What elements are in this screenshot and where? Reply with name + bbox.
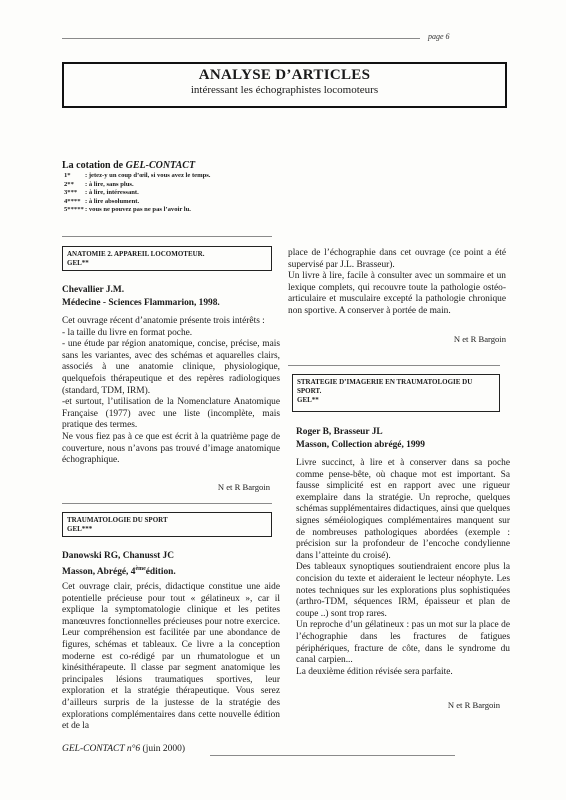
article-source bbox=[62, 563, 280, 579]
article-heading: SPORT. bbox=[297, 387, 322, 395]
footer-rule bbox=[210, 755, 455, 756]
article-strategie-signature: N et R Bargoin bbox=[447, 700, 500, 710]
rating-title-prefix: La cotation de bbox=[62, 160, 126, 171]
article-paragraph: Ne vous fiez pas à ce que est écrit à la quatrième page de couverture, nous n’avons pas trouvé d’image anatomique échographique. bbox=[62, 431, 280, 466]
article-paragraph: Un reproche d’un gélatineux : pas un mot sur la place de l’échographie dans les fractures de fatigues périphériques, fracture de côte, dans le syndrome du canal carpien... bbox=[296, 620, 510, 666]
article-strategie-reference bbox=[296, 426, 508, 451]
section-rule bbox=[62, 236, 272, 237]
article-anatomie-signature: N et R Bargoin bbox=[217, 482, 270, 492]
rating-stars: 5***** bbox=[64, 206, 84, 214]
article-paragraph: Cet ouvrage clair, précis, didactique constitue une aide potentielle précieuse pour tout « gélatineux », car il explique la symptomatologie clinique et les petites manœuvres fonctionnelles précieuses pour notre exercice. Leur compréhension est facilitée par une abondance de figures, schémas et tableaux. Ce livre a la conception moderne est co-rédigé par un rhumatologue et un kinésithérapeute. Il classe par segment anatomique les principales lésions traumatiques sportives, leur exploration et la stratégie thérapeutique. Vous serez d’ailleurs surpris de la justesse de la stratégie des explorations complémentaires dans cette nouvelle édition et de la bbox=[62, 582, 280, 732]
article-traumatologie-continued bbox=[288, 248, 506, 318]
rating-text: : à lire absolument. bbox=[85, 197, 140, 205]
article-source: Médecine - Sciences Flammarion, 1998. bbox=[62, 297, 220, 308]
source-superscript: ème bbox=[135, 565, 146, 572]
article-strategie-body bbox=[296, 458, 510, 678]
article-anatomie-body bbox=[62, 316, 280, 467]
article-heading: ANATOMIE 2. APPAREIL LOCOMOTEUR. bbox=[67, 250, 205, 258]
page-subtitle: intéressant les échographistes locomoteurs bbox=[190, 84, 379, 96]
footer-number: n°6 bbox=[126, 744, 141, 754]
rating-stars: 1* bbox=[64, 172, 71, 179]
rating-stars: 2** bbox=[64, 180, 74, 188]
rating-stars: 3*** bbox=[64, 189, 78, 197]
source-text: Masson, Abrégé, 4 bbox=[62, 566, 136, 577]
rating-text: : vous ne pouvez pas ne pas l’avoir lu. bbox=[85, 206, 191, 214]
footer-journal: GEL-CONTACT bbox=[62, 744, 125, 754]
rating-list bbox=[64, 172, 210, 215]
article-author: Danowski RG, Chanusst JC bbox=[62, 551, 175, 561]
article-rating: GEL*** bbox=[67, 525, 93, 533]
rating-title-name: GEL-CONTACT bbox=[125, 160, 196, 171]
header-rule bbox=[62, 38, 420, 39]
article-rating: GEL** bbox=[297, 396, 319, 404]
title-box bbox=[62, 62, 507, 108]
footer-date: (juin 2000) bbox=[142, 744, 186, 754]
page-number: page 6 bbox=[428, 32, 450, 41]
article-author: Roger B, Brasseur JL bbox=[296, 427, 383, 437]
article-paragraph: - une étude par région anatomique, concise, précise, mais sans les variantes, avec des schémas et aquarelles clairs, associés à une anatomie clinique, physiologique, quelquefois thérapeutique et des repères radiologiques (standard, TDM, IRM). bbox=[62, 339, 280, 396]
rating-text: : à lire, sans plus. bbox=[85, 180, 134, 188]
article-source: Masson, Collection abrégé, 1999 bbox=[296, 439, 425, 450]
page-title: ANALYSE D’ARTICLES bbox=[198, 67, 371, 83]
article-heading: STRATEGIE D’IMAGERIE EN TRAUMATOLOGIE DU bbox=[297, 378, 473, 386]
section-rule bbox=[288, 365, 500, 366]
article-traumatologie-body bbox=[62, 582, 280, 733]
article-paragraph: Livre succinct, à lire et à conserver dans sa poche comme pense-bête, où chaque mot est important. Sa fausse simplicité est en rapport avec une rigueur exemplaire dans la stratégie. Un reproche, quelques schémas supplémentaires didactiques, ainsi que quelques signes séméiologiques complémentaires manquent sur de nombreuses pathologiques abordées (exemple : précision sur la profondeur de l’encoche condylienne dans l’atteinte du croisé). bbox=[296, 458, 511, 561]
article-anatomie-box bbox=[62, 246, 272, 271]
rating-text: : à lire, intéressant. bbox=[85, 189, 139, 197]
article-author: Chevallier J.M. bbox=[62, 285, 125, 295]
footer-issue bbox=[62, 744, 185, 754]
rating-item bbox=[64, 172, 210, 181]
article-anatomie-reference bbox=[62, 284, 280, 309]
source-text: édition. bbox=[145, 566, 176, 577]
article-rating: GEL** bbox=[67, 259, 89, 267]
article-paragraph: Cet ouvrage récent d’anatomie présente trois intérêts : bbox=[62, 316, 265, 326]
article-strategie-box bbox=[292, 374, 500, 412]
rating-stars: 4**** bbox=[64, 197, 81, 205]
article-paragraph: -et surtout, l’utilisation de la Nomenclature Anatomique Française (1977) avec une liste (incomplète, mais pratique des termes. bbox=[62, 397, 280, 431]
rating-item bbox=[64, 206, 210, 215]
article-paragraph: Des tableaux synoptiques soutiendraient encore plus la concision du texte et aideraient le lecteur néophyte. Les notes techniques sur les explorations plus sophistiquées (arthro-TDM, séquences IRM, épaisseur et plan de coupe ..) sont trop rares. bbox=[296, 562, 510, 619]
article-traumatologie-reference bbox=[62, 550, 280, 578]
article-paragraph: La deuxième édition révisée sera parfaite. bbox=[296, 666, 453, 677]
section-rule bbox=[62, 503, 272, 504]
article-traumatologie-signature: N et R Bargoin bbox=[453, 334, 506, 344]
rating-text: : jetez-y un coup d’œil, si vous avez le temps. bbox=[85, 172, 211, 179]
article-paragraph: place de l’échographie dans cet ouvrage (ce point a été supervisé par J.L. Brasseur). bbox=[288, 248, 506, 270]
article-paragraph: - la taille du livre en format poche. bbox=[62, 327, 193, 338]
article-traumatologie-box bbox=[62, 512, 272, 537]
rating-item bbox=[64, 198, 210, 207]
rating-title bbox=[62, 160, 195, 171]
article-heading: TRAUMATOLOGIE DU SPORT bbox=[67, 516, 168, 524]
rating-item bbox=[64, 189, 210, 198]
rating-item bbox=[64, 181, 210, 190]
article-paragraph: Un livre à lire, facile à consulter avec un sommaire et un lexique complets, qui recouvre toute la pathologie ostéo-articulaire et musculaire excepté la pathologie chronique non sportive. A conserver à portée de main. bbox=[288, 271, 506, 316]
